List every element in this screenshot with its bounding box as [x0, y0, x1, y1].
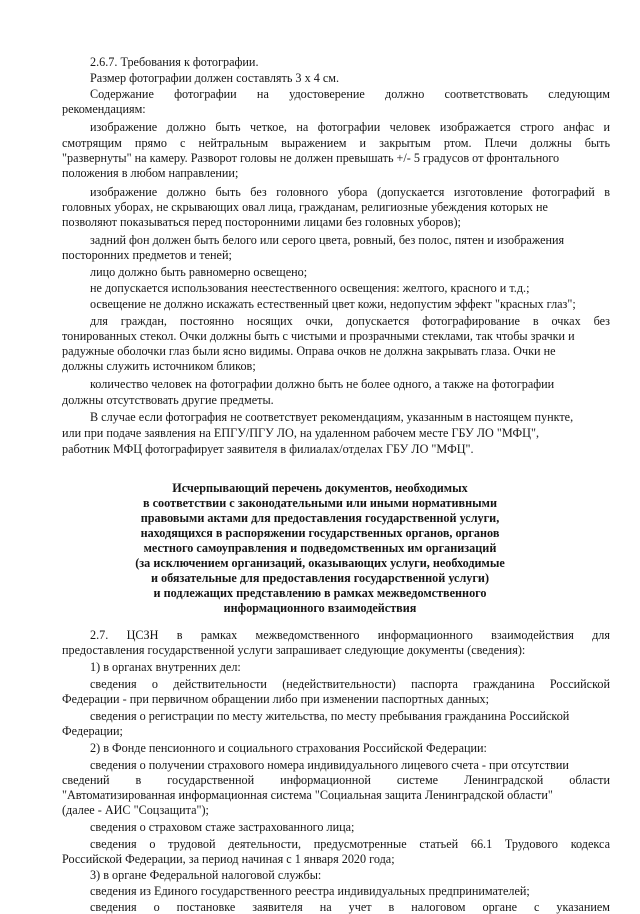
paragraph-line: изображение должно быть без головного убора (допускается изготовление фотографий в [90, 185, 610, 199]
paragraph-line: лицо должно быть равномерно освещено; [90, 265, 308, 279]
paragraph-line: количество человек на фотографии должно быть не более одного, а также на фотографии [90, 377, 555, 391]
paragraph-line: тонированных стекол. Очки должны быть с чистыми и прозрачными стеклами, так чтобы зрачки и [62, 329, 575, 343]
paragraph-line: 3) в органе Федеральной налоговой службы: [90, 868, 322, 882]
paragraph-line: должны служить источником бликов; [62, 359, 256, 373]
paragraph-line: сведения о получении страхового номера индивидуального лицевого счета - при отсутствии [90, 758, 569, 772]
section-heading-line: находящихся в распоряжении государственных органов, органов [140, 526, 500, 540]
paragraph-line: сведения о постановке заявителя на учет в налоговом органе с указанием [90, 900, 610, 914]
paragraph-line: должны отсутствовать другие предметы. [62, 393, 274, 407]
section-heading-line: Исчерпывающий перечень документов, необходимых [172, 481, 468, 495]
paragraph-line: 1) в органах внутренних дел: [90, 660, 241, 674]
paragraph-line: для граждан, постоянно носящих очки, допускается фотографирование в очках без [90, 314, 610, 328]
section-heading-line: правовыми актами для предоставления государственной услуги, [140, 511, 500, 525]
paragraph-line: позволяют показываться перед посторонними лицами без головных уборов); [62, 215, 461, 229]
paragraph-line: изображение должно быть четкое, на фотографии человек изображается строго анфас и [90, 120, 610, 134]
section-2-7-title: 2.7. ЦСЗН в рамках межведомственного информационного взаимодействия для [90, 628, 610, 642]
paragraph-line: освещение не должно искажать естественный цвет кожи, недопустим эффект "красных глаз"; [90, 297, 576, 311]
paragraph-line: сведения из Единого государственного реестра индивидуальных предпринимателей; [90, 884, 530, 898]
section-heading-line: местного самоуправления и подведомственных им организаций [143, 541, 497, 555]
section-heading-line: (за исключением организаций, оказывающих услуги, необходимые [135, 556, 505, 570]
paragraph-line: сведения о трудовой деятельности, предусмотренные статьей 66.1 Трудового кодекса [90, 837, 610, 851]
paragraph-line: сведения о действительности (недействительности) паспорта гражданина Российской [90, 677, 610, 691]
paragraph-line: задний фон должен быть белого или серого цвета, ровный, без полос, пятен и изображения [90, 233, 565, 247]
paragraph-line: положения в любом направлении; [62, 166, 239, 180]
paragraph-line: предоставления государственной услуги запрашивает следующие документы (сведения): [62, 643, 526, 657]
paragraph-line: сведения о страховом стаже застрахованного лица; [90, 820, 355, 834]
paragraph-line: Федерации - при первичном обращении либо при изменении паспортных данных; [62, 692, 490, 706]
paragraph-line: или при подаче заявления на ЕПГУ/ПГУ ЛО, на удаленном рабочем месте ГБУ ЛО "МФЦ", [62, 426, 539, 440]
paragraph-line: рекомендациям: [62, 102, 146, 116]
paragraph-line: Российской Федерации, за период начиная с 1 января 2020 года; [62, 852, 395, 866]
paragraph-line: Размер фотографии должен составлять 3 х 4 см. [90, 71, 340, 85]
paragraph-line: сведения о регистрации по месту жительства, по месту пребывания гражданина Российской [90, 709, 570, 723]
section-heading-line: в соответствии с законодательными или иными нормативными [143, 496, 497, 510]
paragraph-line: не допускается использования неестественного освещения: желтого, красного и т.д.; [90, 281, 530, 295]
section-heading-line: и подлежащих представлению в рамках межведомственного [153, 586, 487, 600]
section-2-6-7-title: 2.6.7. Требования к фотографии. [90, 55, 259, 69]
paragraph-line: 2) в Фонде пенсионного и социального страхования Российской Федерации: [90, 741, 487, 755]
paragraph-line: работник МФЦ фотографирует заявителя в филиалах/отделах ГБУ ЛО "МФЦ". [62, 442, 474, 456]
paragraph-line: смотрящим прямо с нейтральным выражением и закрытым ртом. Плечи должны быть [62, 136, 610, 150]
paragraph-line: "развернуты" на камеру. Разворот головы не должен превышать +/- 5 градусов от фронтального [62, 151, 560, 165]
paragraph-line: Федерации; [62, 724, 123, 738]
paragraph-line: радужные оболочки глаз были ясно видимы. Оправа очков не должна закрывать глаза. Очки не [62, 344, 556, 358]
paragraph-line: сведений в государственной информационной системе Ленинградской области [62, 773, 610, 787]
paragraph-line: "Автоматизированная информационная система "Социальная защита Ленинградской области" [62, 788, 553, 802]
section-heading-line: информационного взаимодействия [223, 601, 417, 615]
paragraph-line: В случае если фотография не соответствует рекомендациям, указанным в настоящем пункте, [90, 410, 574, 424]
paragraph-line: (далее - АИС "Соцзащита"); [62, 803, 209, 817]
paragraph-line: Содержание фотографии на удостоверение должно соответствовать следующим [90, 87, 610, 101]
paragraph-line: посторонних предметов и теней; [62, 248, 232, 262]
section-heading-line: и обязательные для предоставления государственной услуги) [150, 571, 490, 585]
paragraph-line: головных уборах, не скрывающих овал лица, гражданам, религиозные убеждения которых не [62, 200, 548, 214]
